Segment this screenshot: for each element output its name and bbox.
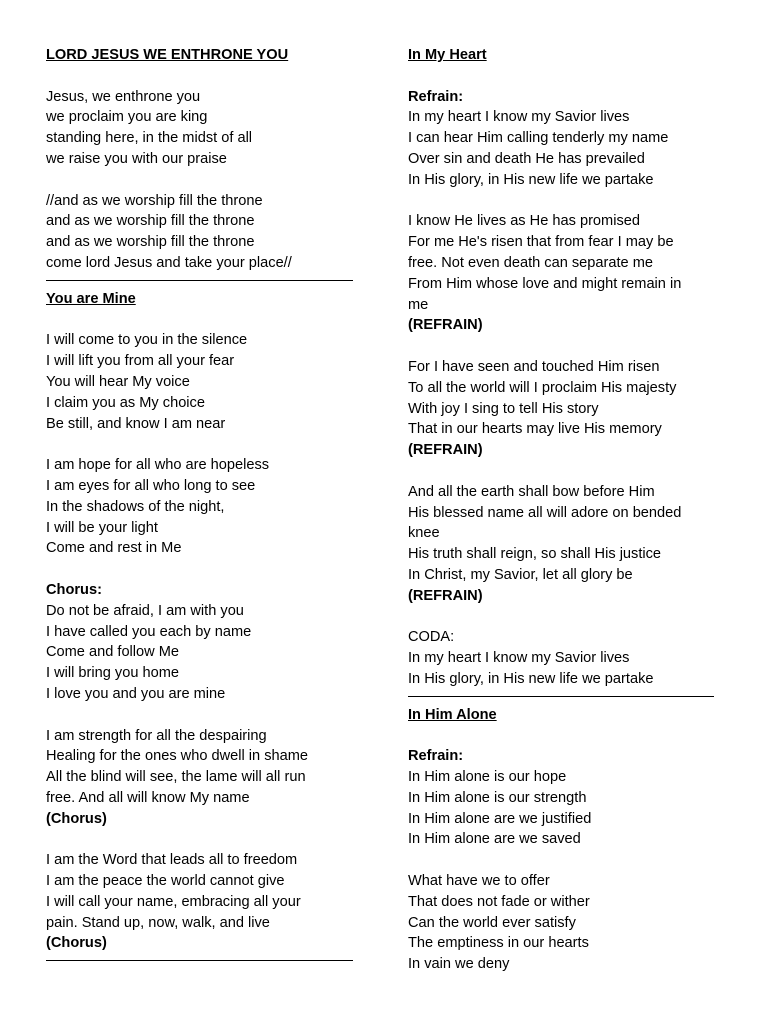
lyric-line: we raise you with our praise (46, 150, 227, 167)
song-title: In My Heart (408, 47, 487, 63)
lyric-line: and as we worship fill the throne (46, 234, 255, 251)
lyric-line: Come and follow Me (46, 644, 180, 661)
lyric-line: pain. Stand up, now, walk, and live (46, 914, 270, 931)
lyric-line: In His glory, in His new life we partake (408, 171, 654, 188)
lyric-line: I will lift you from all your fear (46, 353, 235, 370)
lyric-line: In His glory, in His new life we partake (408, 670, 654, 687)
lyric-line: I am the peace the world cannot give (46, 873, 285, 890)
lyric-line: Healing for the ones who dwell in shame (46, 748, 309, 765)
blank-line (46, 559, 361, 580)
lyric-line: In Him alone are we justified (408, 810, 592, 827)
lyric-line: I am strength for all the despairing (46, 727, 267, 744)
section-label: (REFRAIN) (408, 442, 483, 459)
lyric-line: Jesus, we enthrone you (46, 88, 201, 105)
lyric-line: me (408, 296, 429, 313)
lyric-line: standing here, in the midst of all (46, 130, 253, 147)
section-divider (46, 280, 353, 281)
lyric-line: From Him whose love and might remain in (408, 275, 682, 292)
lyric-line: In vain we deny (408, 956, 510, 973)
lyric-line: I will be your light (46, 519, 158, 536)
lyric-line: That does not fade or wither (408, 893, 590, 910)
lyric-line: The emptiness in our hearts (408, 935, 589, 952)
blank-line (46, 829, 361, 850)
lyric-line: All the blind will see, the lame will all run (46, 769, 306, 786)
song-title: You are Mine (46, 290, 136, 307)
lyric-line: we proclaim you are king (46, 109, 208, 126)
lyric-line: I will bring you home (46, 665, 180, 682)
section-label: Refrain: (408, 748, 464, 765)
lyric-line: //and as we worship fill the throne (46, 192, 263, 209)
lyric-line: come lord Jesus and take your place// (46, 254, 292, 271)
lyric-line: That in our hearts may live His memory (408, 421, 662, 438)
lyric-line: I claim you as My choice (46, 394, 205, 411)
lyric-line: I am the Word that leads all to freedom (46, 852, 298, 869)
song-title: In Him Alone (408, 706, 497, 723)
blank-line (46, 170, 361, 191)
lyric-line: and as we worship fill the throne (46, 213, 255, 230)
lyric-line: I am eyes for all who long to see (46, 477, 256, 494)
blank-line (408, 607, 738, 628)
section-label: Chorus: (46, 581, 102, 598)
lyric-line: I know He lives as He has promised (408, 213, 640, 230)
section-label: (REFRAIN) (408, 317, 483, 334)
blank-line (408, 850, 738, 871)
blank-line (408, 726, 738, 747)
lyric-line: Can the world ever satisfy (408, 914, 576, 931)
lyric-line: For I have seen and touched Him risen (408, 358, 660, 375)
lyric-line: knee (408, 525, 440, 542)
lyric-line: And all the earth shall bow before Him (408, 483, 655, 500)
song-title: LORD JESUS WE ENTHRONE YOU (46, 47, 289, 63)
lyric-line: I will come to you in the silence (46, 332, 248, 349)
lyric-line: CODA: (408, 629, 455, 646)
blank-line (46, 66, 361, 87)
lyric-line: With joy I sing to tell His story (408, 400, 599, 417)
lyric-line: In Christ, my Savior, let all glory be (408, 566, 633, 583)
lyric-line: To all the world will I proclaim His majesty (408, 379, 677, 396)
blank-line (46, 310, 361, 331)
blank-line (408, 461, 738, 482)
blank-line (46, 705, 361, 726)
lyric-line: Be still, and know I am near (46, 415, 226, 432)
lyric-line: You will hear My voice (46, 373, 190, 390)
blank-line (46, 434, 361, 455)
lyric-line: Do not be afraid, I am with you (46, 602, 244, 619)
lyric-line: In Him alone is our strength (408, 789, 587, 806)
lyric-line: I love you and you are mine (46, 685, 226, 702)
blank-line (408, 66, 738, 87)
lyric-line: In Him alone are we saved (408, 831, 581, 848)
lyric-line: free. And all will know My name (46, 789, 250, 806)
lyric-line: Come and rest in Me (46, 540, 182, 557)
section-divider (408, 696, 714, 697)
lyric-line: What have we to offer (408, 873, 550, 890)
section-label: Refrain: (408, 88, 464, 105)
lyric-line: I have called you each by name (46, 623, 252, 640)
lyric-line: For me He's risen that from fear I may be (408, 234, 674, 251)
lyric-line: I can hear Him calling tenderly my name (408, 130, 669, 147)
lyric-line: His blessed name all will adore on bended (408, 504, 682, 521)
section-label: (REFRAIN) (408, 587, 483, 604)
left-column (46, 45, 361, 969)
section-divider (46, 960, 353, 961)
section-label: (Chorus) (46, 935, 107, 952)
lyric-line: free. Not even death can separate me (408, 254, 654, 271)
right-column (408, 45, 738, 975)
lyric-line: In my heart I know my Savior lives (408, 109, 630, 126)
section-label: (Chorus) (46, 810, 107, 827)
lyric-line: In the shadows of the night, (46, 498, 225, 515)
lyric-line: Over sin and death He has prevailed (408, 150, 645, 167)
lyric-line: I am hope for all who are hopeless (46, 457, 270, 474)
lyric-line: His truth shall reign, so shall His justice (408, 546, 662, 563)
blank-line (408, 191, 738, 212)
lyric-line: I will call your name, embracing all your (46, 893, 301, 910)
lyric-line: In my heart I know my Savior lives (408, 650, 630, 667)
lyric-line: In Him alone is our hope (408, 769, 567, 786)
blank-line (408, 336, 738, 357)
